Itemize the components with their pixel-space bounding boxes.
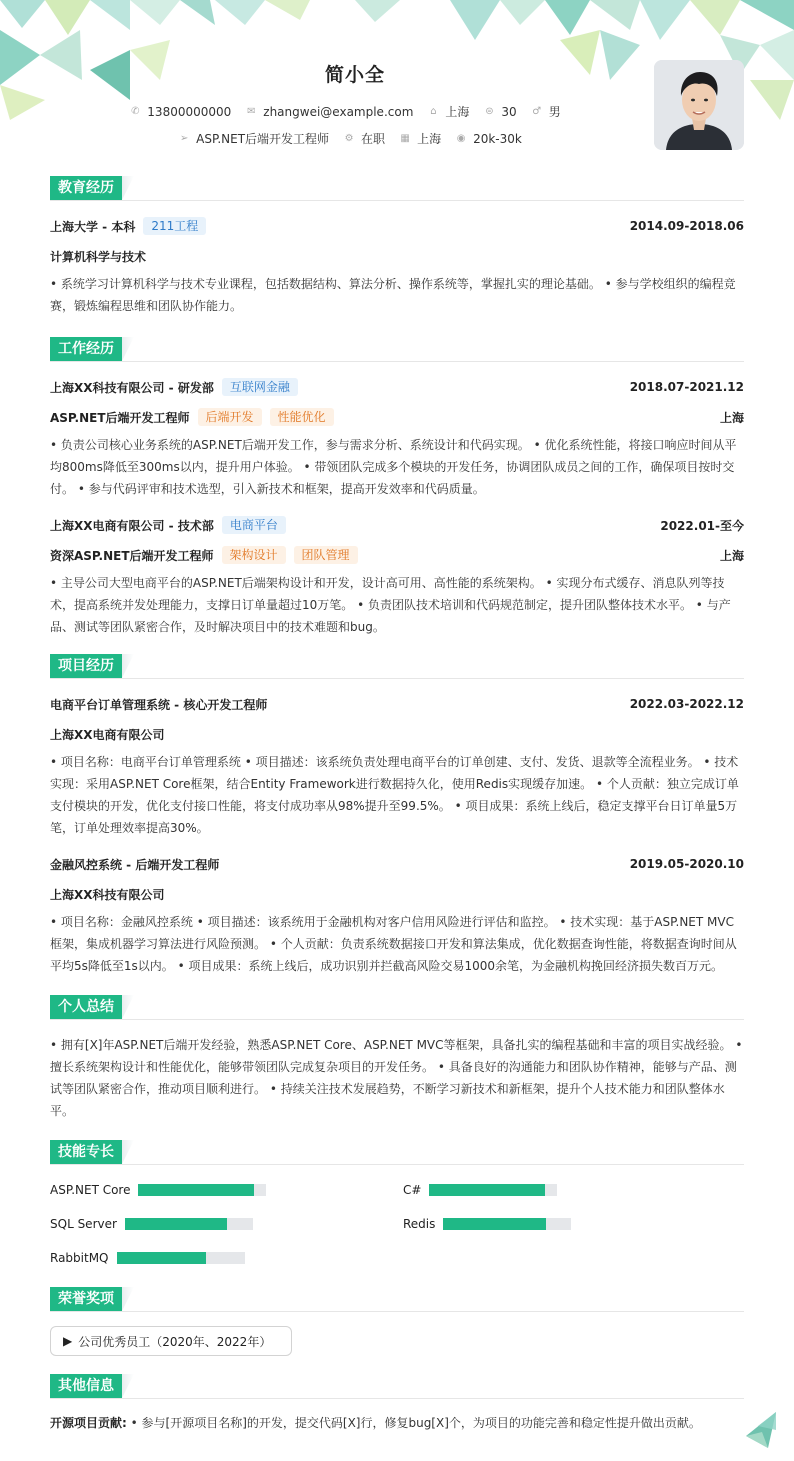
skill-name: C# (403, 1183, 422, 1197)
skill-item (50, 1179, 403, 1201)
age-info (483, 103, 516, 120)
job-title-info (178, 130, 329, 147)
projects-section (50, 654, 744, 977)
salary-info (455, 130, 522, 147)
company-name: 上海XX电商有限公司 - 技术部 (50, 518, 214, 533)
section-title-work: 工作经历 (50, 337, 122, 361)
skill-tag: 架构设计 (222, 546, 286, 564)
skill-item (403, 1179, 744, 1201)
project-entry-header (50, 693, 744, 715)
city-info (399, 130, 441, 147)
other-label: 开源项目贡献: (50, 1416, 127, 1430)
project-name: 电商平台订单管理系统 - 核心开发工程师 (50, 697, 268, 712)
position-title: 资深ASP.NET后端开发工程师 (50, 548, 214, 563)
skill-tag: 性能优化 (270, 408, 334, 426)
candidate-name: 简小全 (324, 64, 385, 86)
award-label: 公司优秀员工（2020年、2022年） (78, 1334, 272, 1349)
skill-level-bar (125, 1218, 253, 1230)
industry-tag: 电商平台 (222, 516, 286, 534)
project-company: 上海XX科技有限公司 (50, 887, 165, 902)
job-intent-row (0, 130, 690, 147)
coin-icon: ◉ (456, 132, 466, 144)
skill-level-fill (117, 1252, 207, 1264)
education-major-row (50, 245, 744, 267)
cake-icon: ⊜ (485, 105, 494, 117)
company-name: 上海XX科技有限公司 - 研发部 (50, 380, 214, 395)
location-text: 上海 (445, 105, 470, 119)
section-title-skills: 技能专长 (50, 1140, 122, 1164)
phone-text: 13800000000 (147, 104, 232, 119)
email-info (245, 103, 413, 120)
skill-level-fill (429, 1184, 544, 1196)
caret-right-icon: ▶ (63, 1334, 73, 1348)
section-title-education: 教育经历 (50, 176, 122, 200)
skill-name: Redis (403, 1217, 436, 1231)
phone-info (129, 103, 231, 120)
position-title: ASP.NET后端开发工程师 (50, 410, 190, 425)
skill-name: ASP.NET Core (50, 1183, 131, 1197)
home-icon: ⌂ (430, 105, 437, 117)
gender-text: 男 (548, 105, 561, 119)
contact-row (0, 103, 690, 120)
work-city: 上海 (719, 548, 744, 563)
gender-info (531, 103, 561, 120)
skill-tag: 团队管理 (294, 546, 358, 564)
skill-level-bar (429, 1184, 557, 1196)
skill-level-fill (138, 1184, 253, 1196)
skill-level-bar (138, 1184, 266, 1196)
skill-level-fill (125, 1218, 227, 1230)
work-entry-header (50, 514, 744, 536)
work-section (50, 337, 744, 638)
skill-tag: 后端开发 (198, 408, 262, 426)
other-text: • 参与[开源项目名称]的开发，提交代码[X]行，修复bug[X]个，为项目的功能完善和稳定性提升做出贡献。 (126, 1416, 701, 1430)
section-title-awards: 荣誉奖项 (50, 1287, 122, 1311)
skill-level-bar (443, 1218, 571, 1230)
gear-icon: ⚙ (344, 132, 354, 144)
resume-body (50, 176, 744, 1433)
skill-item (50, 1247, 403, 1269)
skills-grid (50, 1179, 744, 1269)
resume-header (0, 0, 794, 160)
project-company-row (50, 723, 744, 745)
work-city: 上海 (719, 410, 744, 425)
project-date: 2019.05-2020.10 (629, 857, 744, 871)
salary-text: 20k-30k (473, 131, 522, 146)
work-description: • 主导公司大型电商平台的ASP.NET后端架构设计和开发，设计高可用、高性能的系统架构。 • 实现分布式缓存、消息队列等技术，提高系统并发处理能力，支撑日订单量超过10万笔。 • 负责团队技术培训和代码规范制定，提升团队整体技术水平。 • 与产品、测试等团队紧密合作，及时解决项目中的技术难题和bug。 (50, 576, 731, 634)
project-description: • 项目名称：电商平台订单管理系统 • 项目描述：该系统负责处理电商平台的订单创建、支付、发货、退款等全流程业务。 • 技术实现：采用ASP.NET Core框架，结合Entity Framework进行数据持久化，使用Redis实现缓存加速。 • 个人贡献：独立完成订单支付模块的开发，优化支付接口性能，将支付成功率从98%提升至99.5%。 • 项目成果：系统上线后，稳定支撑平台日订单量5万笔，订单处理效率提高30%。 (50, 755, 739, 835)
work-entry-header (50, 376, 744, 398)
avatar (654, 60, 744, 150)
work-date: 2018.07-2021.12 (629, 380, 744, 394)
work-description: • 负责公司核心业务系统的ASP.NET后端开发工作，参与需求分析、系统设计和代码实现。 • 优化系统性能，将接口响应时间从平均800ms降低至300ms以内，提升用户体验。 • 带领团队完成多个模块的开发任务，协调团队成员之间的工作，确保项目按时交付。 • 参与代码评审和技术选型，引入新技术和框架，提高开发效率和代码质量。 (50, 438, 737, 496)
project-name: 金融风控系统 - 后端开发工程师 (50, 857, 220, 872)
award-item[interactable] (50, 1326, 292, 1356)
email-text: zhangwei@example.com (263, 104, 414, 119)
user-icon: ♂ (532, 105, 542, 117)
skill-item (50, 1213, 403, 1235)
education-description: • 系统学习计算机科学与技术专业课程，包括数据结构、算法分析、操作系统等，掌握扎实的理论基础。 • 参与学校组织的编程竞赛，锻炼编程思维和团队协作能力。 (50, 277, 736, 313)
skill-level-bar (117, 1252, 245, 1264)
skill-name: SQL Server (50, 1217, 117, 1231)
work-position-row (50, 544, 744, 566)
mail-icon: ✉ (247, 105, 256, 117)
other-section (50, 1374, 744, 1433)
age-text: 30 (501, 104, 517, 119)
summary-text: • 拥有[X]年ASP.NET后端开发经验，熟悉ASP.NET Core、ASP.NET MVC等框架，具备扎实的编程基础和丰富的项目实战经验。 • 擅长系统架构设计和性能优化，能够带领团队完成复杂项目的开发任务。 • 具备良好的沟通能力和团队协作精神，能够与产品、测试等团队紧密合作，推动项目顺利进行。 • 持续关注技术发展趋势，不断学习新技术和新框架，提升个人技术能力和团队整体水平。 (50, 1038, 743, 1118)
education-date: 2014.09-2018.06 (629, 219, 744, 233)
work-date: 2022.01-至今 (660, 518, 744, 533)
awards-section (50, 1287, 744, 1356)
project-company-row (50, 883, 744, 905)
major-name: 计算机科学与技术 (50, 249, 147, 264)
section-title-other: 其他信息 (50, 1374, 122, 1398)
building-icon: ▦ (400, 132, 410, 144)
work-position-row (50, 406, 744, 428)
footer-decoration (736, 1406, 786, 1452)
skill-name: RabbitMQ (50, 1251, 109, 1265)
project-entry-header (50, 853, 744, 875)
project-date: 2022.03-2022.12 (629, 697, 744, 711)
skills-section (50, 1140, 744, 1269)
skill-level-fill (443, 1218, 545, 1230)
location-info (427, 103, 469, 120)
job-title-text: ASP.NET后端开发工程师 (196, 132, 330, 146)
industry-tag: 互联网金融 (222, 378, 298, 396)
avatar-portrait (654, 60, 744, 150)
school-tag: 211工程 (143, 217, 206, 235)
education-section (50, 176, 744, 317)
other-info (50, 1413, 744, 1433)
school-name: 上海大学 - 本科 (50, 219, 136, 234)
skill-item (403, 1213, 744, 1235)
project-description: • 项目名称：金融风控系统 • 项目描述：该系统用于金融机构对客户信用风险进行评估和监控。 • 技术实现：基于ASP.NET MVC框架，集成机器学习算法进行风险预测。 • 个人贡献：负责系统数据接口开发和算法集成，优化数据查询性能，将数据查询时间从平均5s降低至1s以内。 • 项目成果：系统上线后，成功识别并拦截高风险交易1000余笔，为金融机构挽回经济损失数百万元。 (50, 915, 737, 973)
section-title-summary: 个人总结 (50, 995, 122, 1019)
section-title-projects: 项目经历 (50, 654, 122, 678)
education-entry-header (50, 215, 744, 237)
city-text: 上海 (417, 132, 442, 146)
status-text: 在职 (361, 132, 386, 146)
status-info (343, 130, 385, 147)
phone-icon: ✆ (131, 105, 140, 117)
send-icon: ➢ (179, 132, 189, 144)
project-company: 上海XX电商有限公司 (50, 727, 165, 742)
summary-section (50, 995, 744, 1122)
